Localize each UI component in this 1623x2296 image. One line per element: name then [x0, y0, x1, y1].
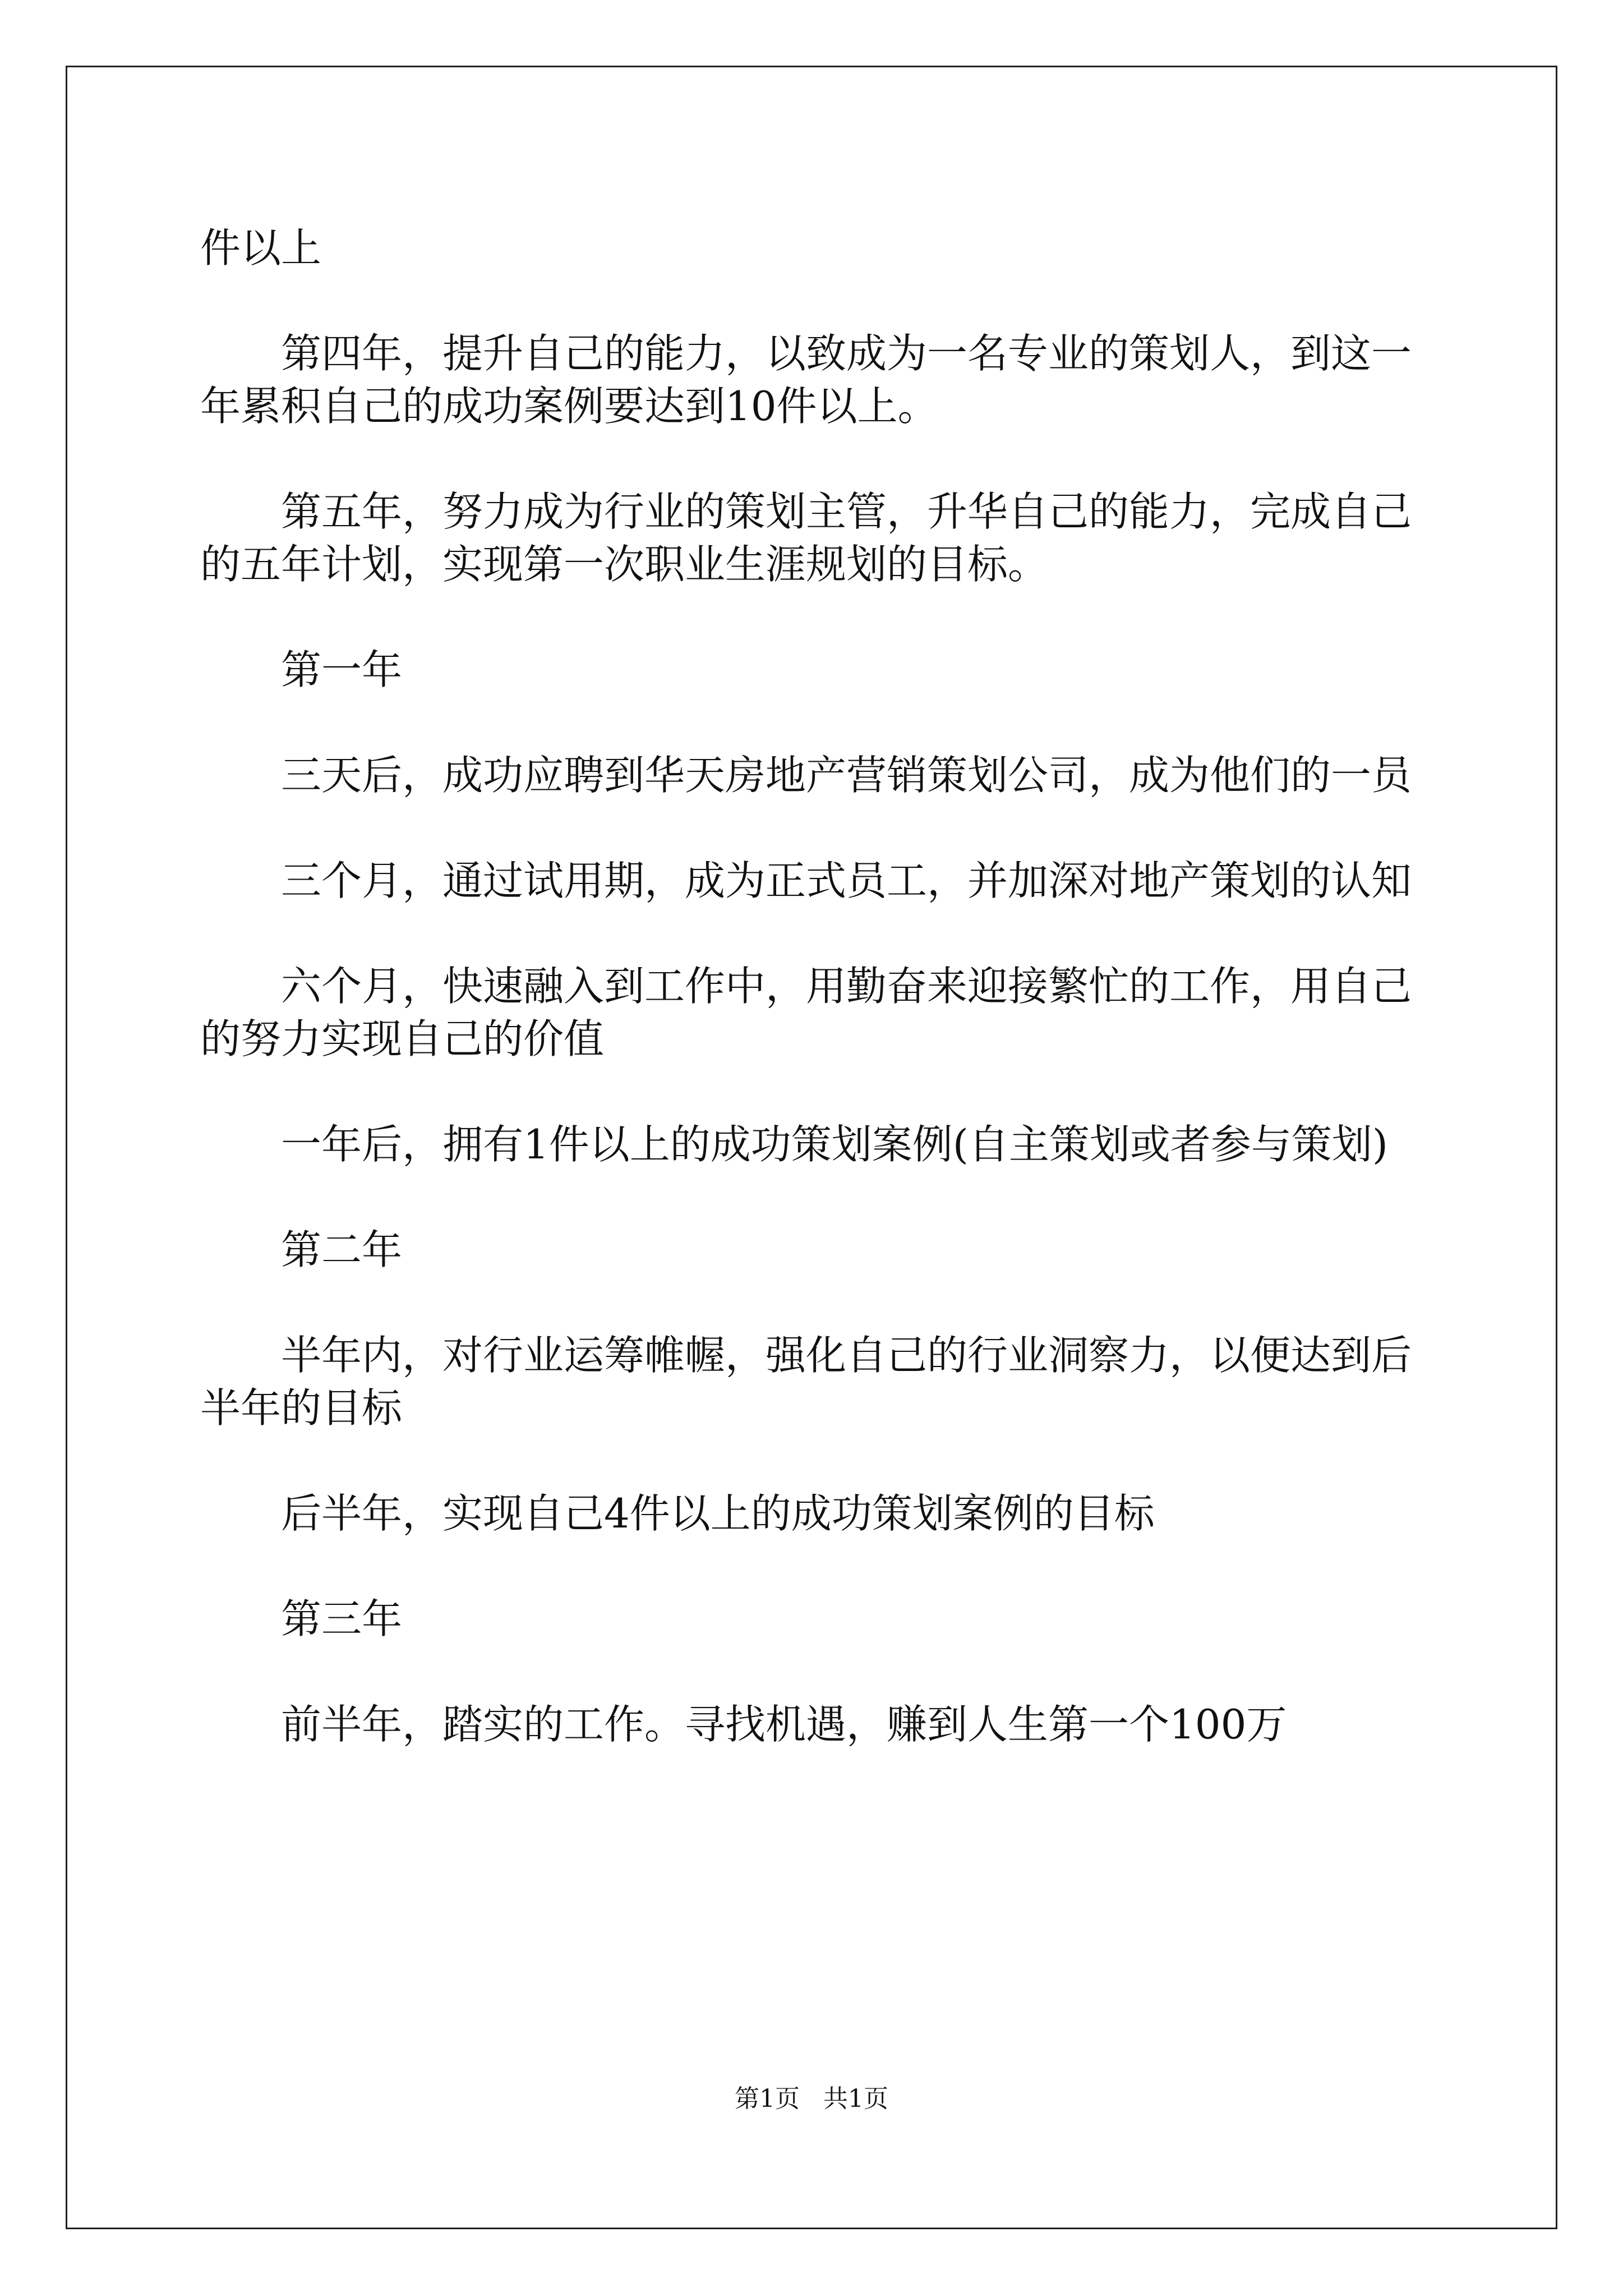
paragraph-11: 后半年，实现自己4件以上的成功策划案例的目标	[281, 1490, 1155, 1537]
paragraph-13: 前半年，踏实的工作。寻找机遇，赚到人生第一个100万	[281, 1701, 1287, 1748]
paragraph-1: 件以上	[200, 224, 322, 272]
paragraph-9: 第二年	[281, 1226, 403, 1273]
paragraph-5: 三天后，成功应聘到华天房地产营销策划公司，成为他们的一员	[281, 752, 1412, 799]
paragraph-7: 六个月，快速融入到工作中，用勤奋来迎接繁忙的工作，用自己的努力实现自己的价值	[200, 963, 1412, 1062]
document-body	[200, 222, 1426, 1803]
page-footer	[0, 2082, 1623, 2116]
paragraph-3: 第五年，努力成为行业的策划主管，升华自己的能力，完成自己的五年计划，实现第一次职业生涯规划的目标。	[200, 488, 1412, 588]
paragraph-6: 三个月，通过试用期，成为正式员工，并加深对地产策划的认知	[281, 857, 1412, 904]
page-number: 第1页	[735, 2085, 800, 2113]
paragraph-12: 第三年	[281, 1595, 403, 1642]
paragraph-10: 半年内，对行业运筹帷幄，强化自己的行业洞察力，以便达到后半年的目标	[200, 1332, 1412, 1432]
paragraph-4: 第一年	[281, 646, 403, 693]
paragraph-2: 第四年，提升自己的能力，以致成为一名专业的策划人，到这一年累积自己的成功案例要达到10件以上。	[200, 330, 1412, 430]
page-total: 共1页	[823, 2085, 888, 2113]
paragraph-8: 一年后，拥有1件以上的成功策划案例(自主策划或者参与策划)	[281, 1121, 1388, 1168]
